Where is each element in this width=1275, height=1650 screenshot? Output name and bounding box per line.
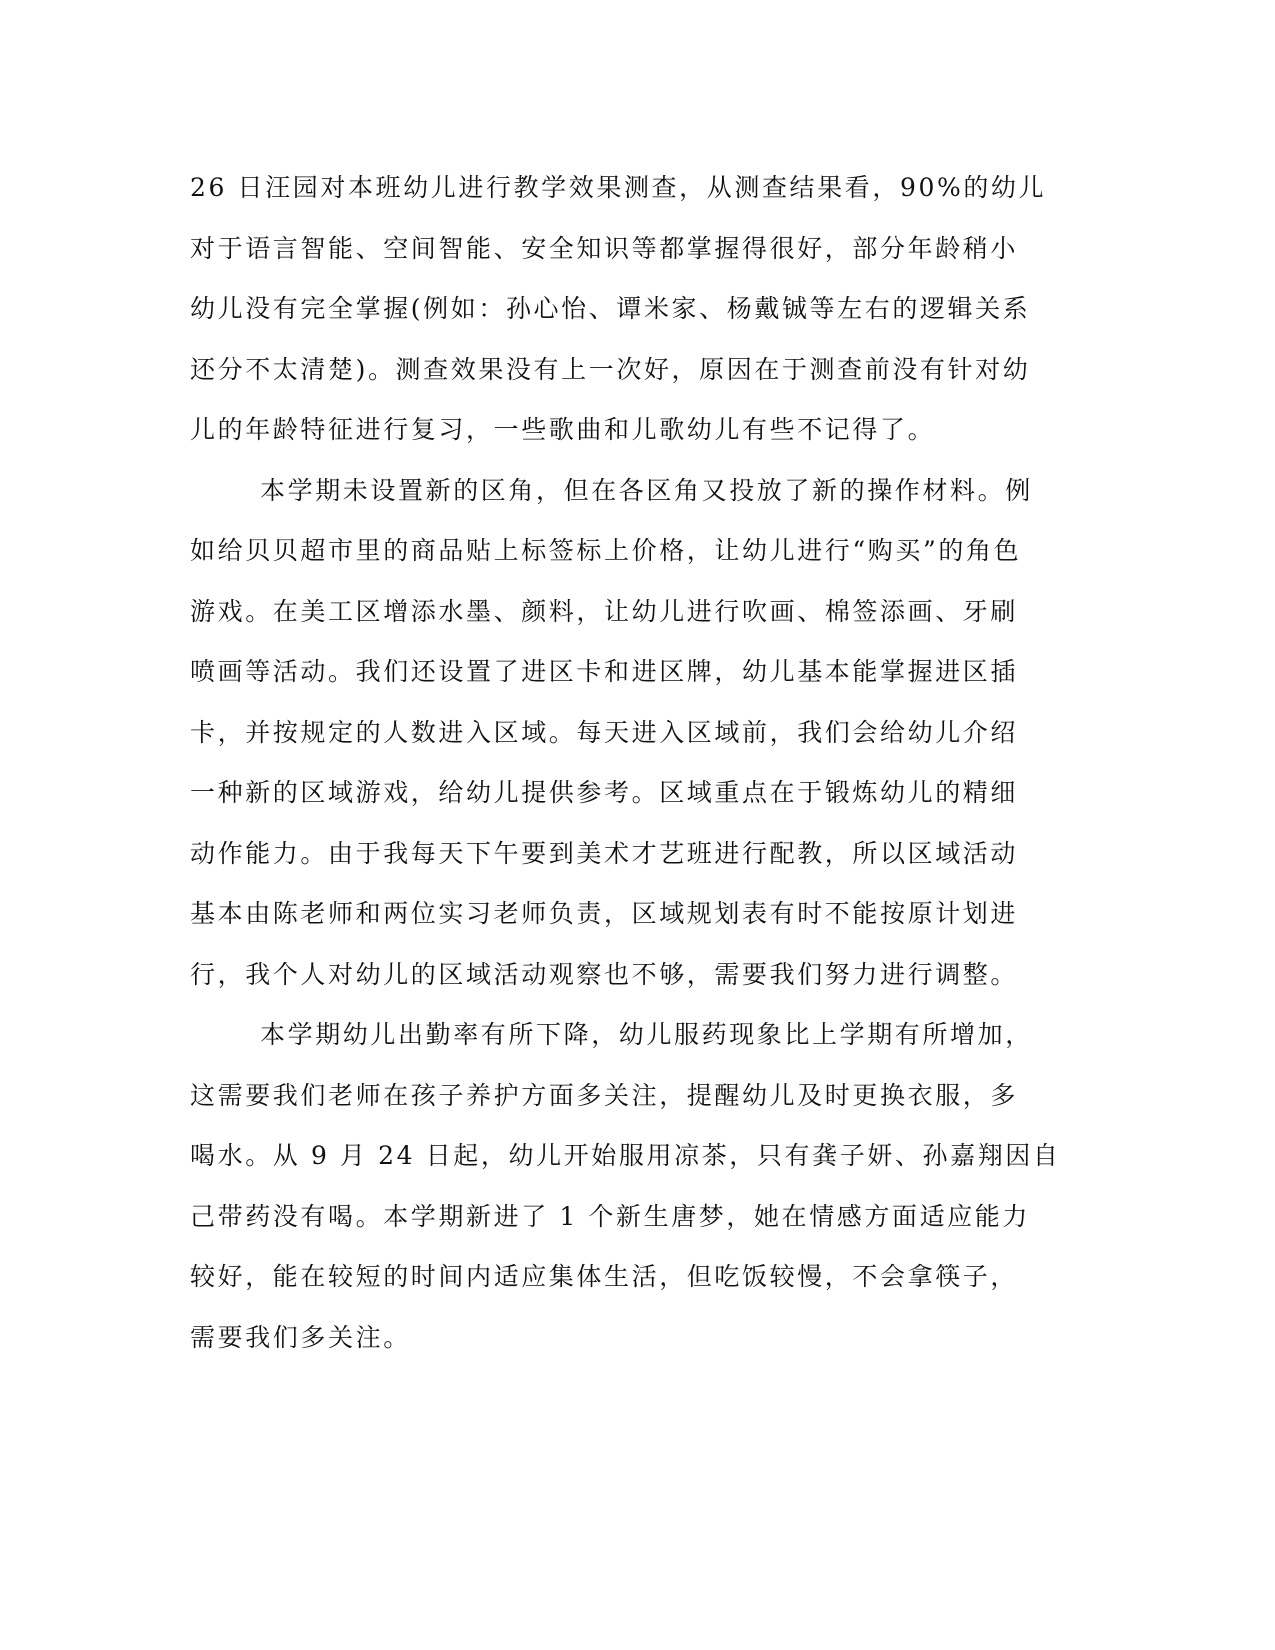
text-line: 较好，能在较短的时间内适应集体生活，但吃饭较慢，不会拿筷子， [190,1262,1019,1291]
text-line: 喝水。从 9 月 24 日起，幼儿开始服用凉茶，只有龚子妍、孙嘉翔因自 [190,1141,1061,1170]
text-line: 对于语言智能、空间智能、安全知识等都掌握得很好，部分年龄稍小 [190,233,1019,263]
text-line: 还分不太清楚)。测查效果没有上一次好，原因在于测查前没有针对幼 [190,354,1031,384]
text-line: 游戏。在美工区增添水墨、颜料，让幼儿进行吹画、棉签添画、牙刷 [190,596,1019,626]
text-line: 这需要我们老师在孩子养护方面多关注，提醒幼儿及时更换衣服，多 [190,1080,1019,1110]
text-line: 基本由陈老师和两位实习老师负责，区域规划表有时不能按原计划进 [190,899,1019,928]
text-line: 一种新的区域游戏，给幼儿提供参考。区域重点在于锻炼幼儿的精细 [190,778,1019,807]
text-line: 卡，并按规定的人数进入区域。每天进入区域前，我们会给幼儿介绍 [190,717,1019,747]
text-line: 本学期未设置新的区角，但在各区角又投放了新的操作材料。例 [260,475,1033,505]
text-line: 如给贝贝超市里的商品贴上标签标上价格，让幼儿进行“购买”的角色 [190,536,1022,565]
document-body [190,158,1080,1368]
text-line: 26 日汪园对本班幼儿进行教学效果测查，从测查结果看，90%的幼儿 [190,173,1047,202]
text-line: 幼儿没有完全掌握(例如：孙心怡、谭米家、杨戴铖等左右的逻辑关系 [190,294,1031,323]
paragraph-activity-areas [190,461,1080,1006]
text-line: 儿的年龄特征进行复习，一些歌曲和儿歌幼儿有些不记得了。 [190,415,936,444]
text-line: 己带药没有喝。本学期新进了 1 个新生唐梦，她在情感方面适应能力 [190,1201,1031,1231]
paragraph-attendance-health [190,1005,1080,1368]
text-line: 行，我个人对幼儿的区域活动观察也不够，需要我们努力进行调整。 [190,959,1019,989]
text-line: 需要我们多关注。 [190,1322,411,1352]
text-line: 喷画等活动。我们还设置了进区卡和进区牌，幼儿基本能掌握进区插 [190,657,1019,686]
paragraph-teaching-assessment [190,158,1080,461]
text-line: 动作能力。由于我每天下午要到美术才艺班进行配教，所以区域活动 [190,838,1019,868]
text-line: 本学期幼儿出勤率有所下降，幼儿服药现象比上学期有所增加， [260,1020,1033,1049]
